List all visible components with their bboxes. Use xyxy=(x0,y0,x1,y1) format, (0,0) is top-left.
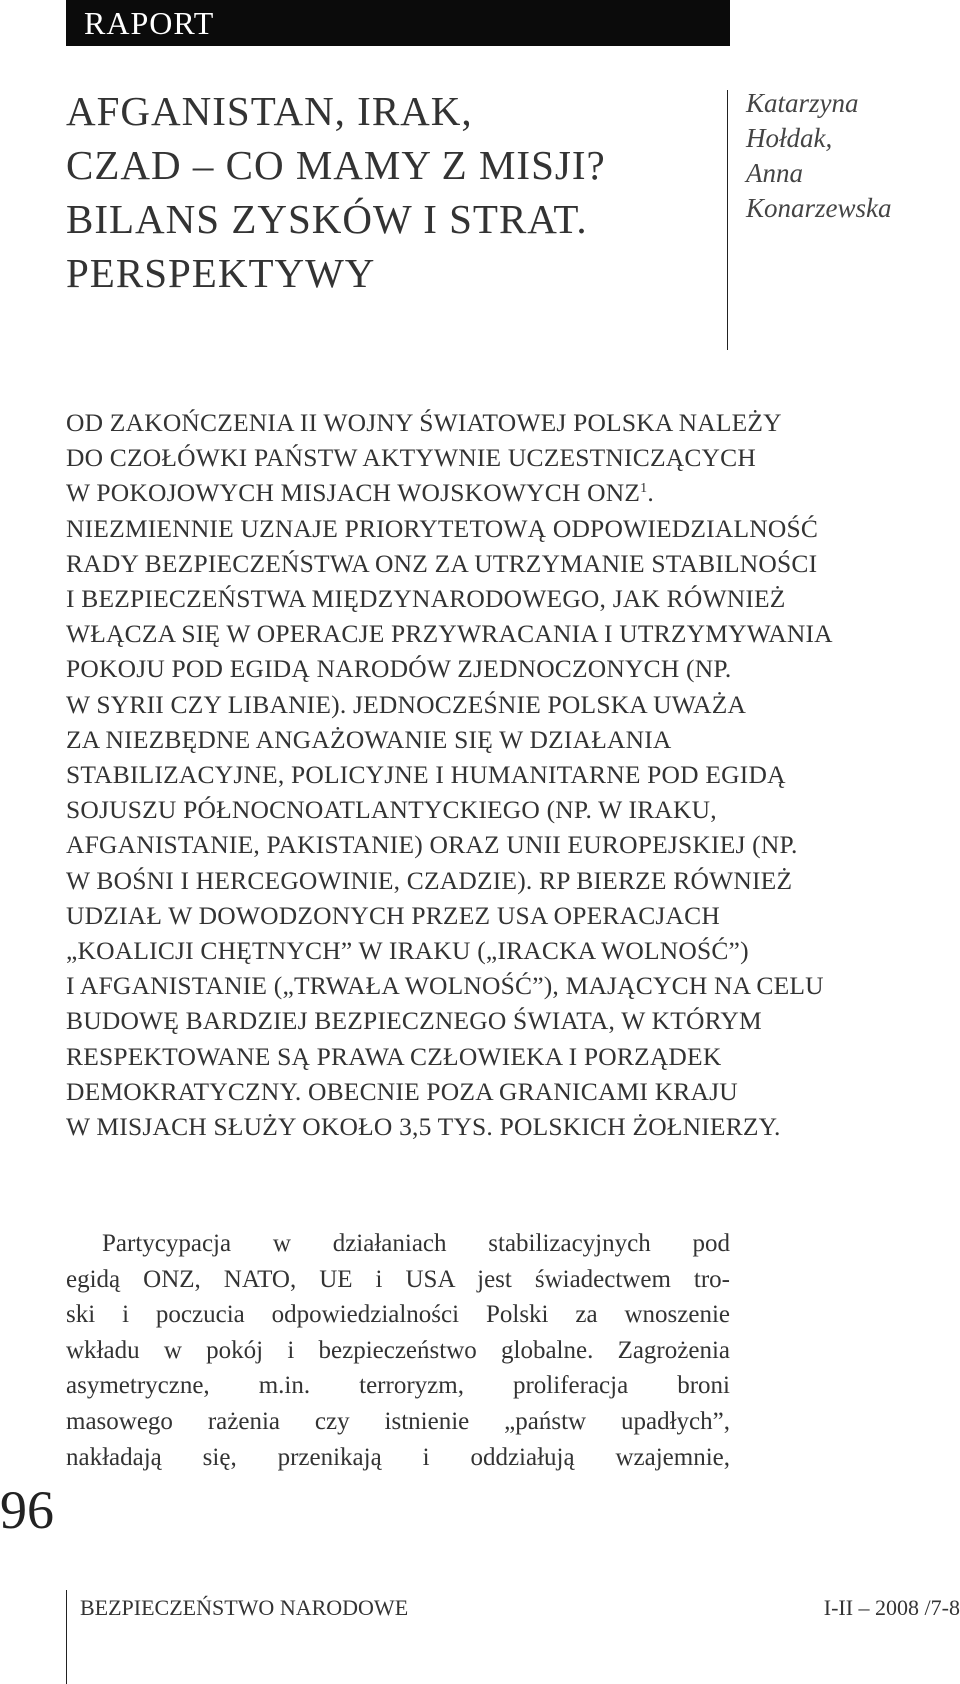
lead-line: I BEZPIECZEŃSTWA MIĘDZYNARODOWEGO, JAK RÓWNIEŻ xyxy=(66,584,786,614)
title-line: BILANS ZYSKÓW I STRAT. xyxy=(66,196,588,242)
lead-line: „KOALICJI CHĘTNYCH” W IRAKU („IRACKA WOLNOŚĆ”) xyxy=(66,936,749,966)
author-line: Katarzyna xyxy=(746,88,859,118)
title-line: AFGANISTAN, IRAK, xyxy=(66,88,473,134)
body-line: masowego rażenia czy istnienie „państw upadłych”, xyxy=(66,1407,730,1435)
journal-name: BEZPIECZEŃSTWO NARODOWE xyxy=(80,1595,409,1620)
body-line: Partycypacja w działaniach stabilizacyjnych pod xyxy=(102,1230,730,1257)
body-line: nakładają się, przenikają i oddziałują wzajemnie, xyxy=(66,1443,730,1471)
author-line: Anna xyxy=(746,158,803,188)
article-title xyxy=(66,84,686,300)
lead-line: AFGANISTANIE, PAKISTANIE) ORAZ UNII EUROPEJSKIEJ (NP. xyxy=(66,830,798,860)
footnote-suffix: . xyxy=(647,478,654,508)
title-divider xyxy=(727,90,728,350)
footer-divider xyxy=(66,1590,67,1684)
lead-line: DO CZOŁÓWKI PAŃSTW AKTYWNIE UCZESTNICZĄCYCH xyxy=(66,443,756,473)
article-body xyxy=(66,1226,730,1475)
page-number: 96 xyxy=(0,1480,54,1540)
article-lead xyxy=(66,405,956,1144)
article-authors xyxy=(746,86,946,226)
section-label: RAPORT xyxy=(66,0,730,46)
author-line: Konarzewska xyxy=(746,193,892,223)
title-line: CZAD – CO MAMY Z MISJI? xyxy=(66,142,606,188)
lead-line: NIEZMIENNIE UZNAJE PRIORYTETOWĄ ODPOWIEDZIALNOŚĆ xyxy=(66,513,819,543)
body-line: asymetryczne, m.in. terroryzm, proliferacja broni xyxy=(66,1372,730,1400)
lead-line: BUDOWĘ BARDZIEJ BEZPIECZNEGO ŚWIATA, W KTÓRYM xyxy=(66,1006,762,1036)
author-line: Hołdak, xyxy=(746,123,833,153)
lead-line-text: W POKOJOWYCH MISJACH WOJSKOWYCH ONZ xyxy=(66,478,641,508)
lead-line: I AFGANISTANIE („TRWAŁA WOLNOŚĆ”), MAJĄCYCH NA CELU xyxy=(66,971,824,1001)
lead-line xyxy=(66,475,956,510)
lead-line: W SYRII CZY LIBANIE). JEDNOCZEŚNIE POLSKA UWAŻA xyxy=(66,689,747,719)
lead-line: DEMOKRATYCZNY. OBECNIE POZA GRANICAMI KRAJU xyxy=(66,1076,738,1106)
lead-line: UDZIAŁ W DOWODZONYCH PRZEZ USA OPERACJACH xyxy=(66,900,720,930)
lead-line: WŁĄCZA SIĘ W OPERACJE PRZYWRACANIA I UTRZYMYWANIA xyxy=(66,619,833,649)
lead-line: SOJUSZU PÓŁNOCNOATLANTYCKIEGO (NP. W IRAKU, xyxy=(66,795,717,825)
body-line: egidą ONZ, NATO, UE i USA jest świadectwem tro- xyxy=(66,1265,730,1293)
lead-line: STABILIZACYJNE, POLICYJNE I HUMANITARNE POD EGIDĄ xyxy=(66,760,786,790)
lead-line: W MISJACH SŁUŻY OKOŁO 3,5 TYS. POLSKICH ŻOŁNIERZY. xyxy=(66,1112,781,1142)
lead-line: ZA NIEZBĘDNE ANGAŻOWANIE SIĘ W DZIAŁANIA xyxy=(66,724,672,754)
lead-line: RESPEKTOWANE SĄ PRAWA CZŁOWIEKA I PORZĄDEK xyxy=(66,1041,722,1071)
lead-line: RADY BEZPIECZEŃSTWA ONZ ZA UTRZYMANIE STABILNOŚCI xyxy=(66,548,818,578)
issue-number: I-II – 2008 /7-8 xyxy=(823,1595,960,1620)
footnote-reference[interactable]: 1 xyxy=(640,481,648,497)
title-line: PERSPEKTYWY xyxy=(66,250,376,296)
body-line: wkładu w pokój i bezpieczeństwo globalne. Zagrożenia xyxy=(66,1336,730,1364)
lead-line: OD ZAKOŃCZENIA II WOJNY ŚWIATOWEJ POLSKA NALEŻY xyxy=(66,408,782,437)
body-line: ski i poczucia odpowiedzialności Polski za wnoszenie xyxy=(66,1301,730,1329)
lead-line: POKOJU POD EGIDĄ NARODÓW ZJEDNOCZONYCH (NP. xyxy=(66,654,732,684)
lead-line: W BOŚNI I HERCEGOWINIE, CZADZIE). RP BIERZE RÓWNIEŻ xyxy=(66,865,793,895)
